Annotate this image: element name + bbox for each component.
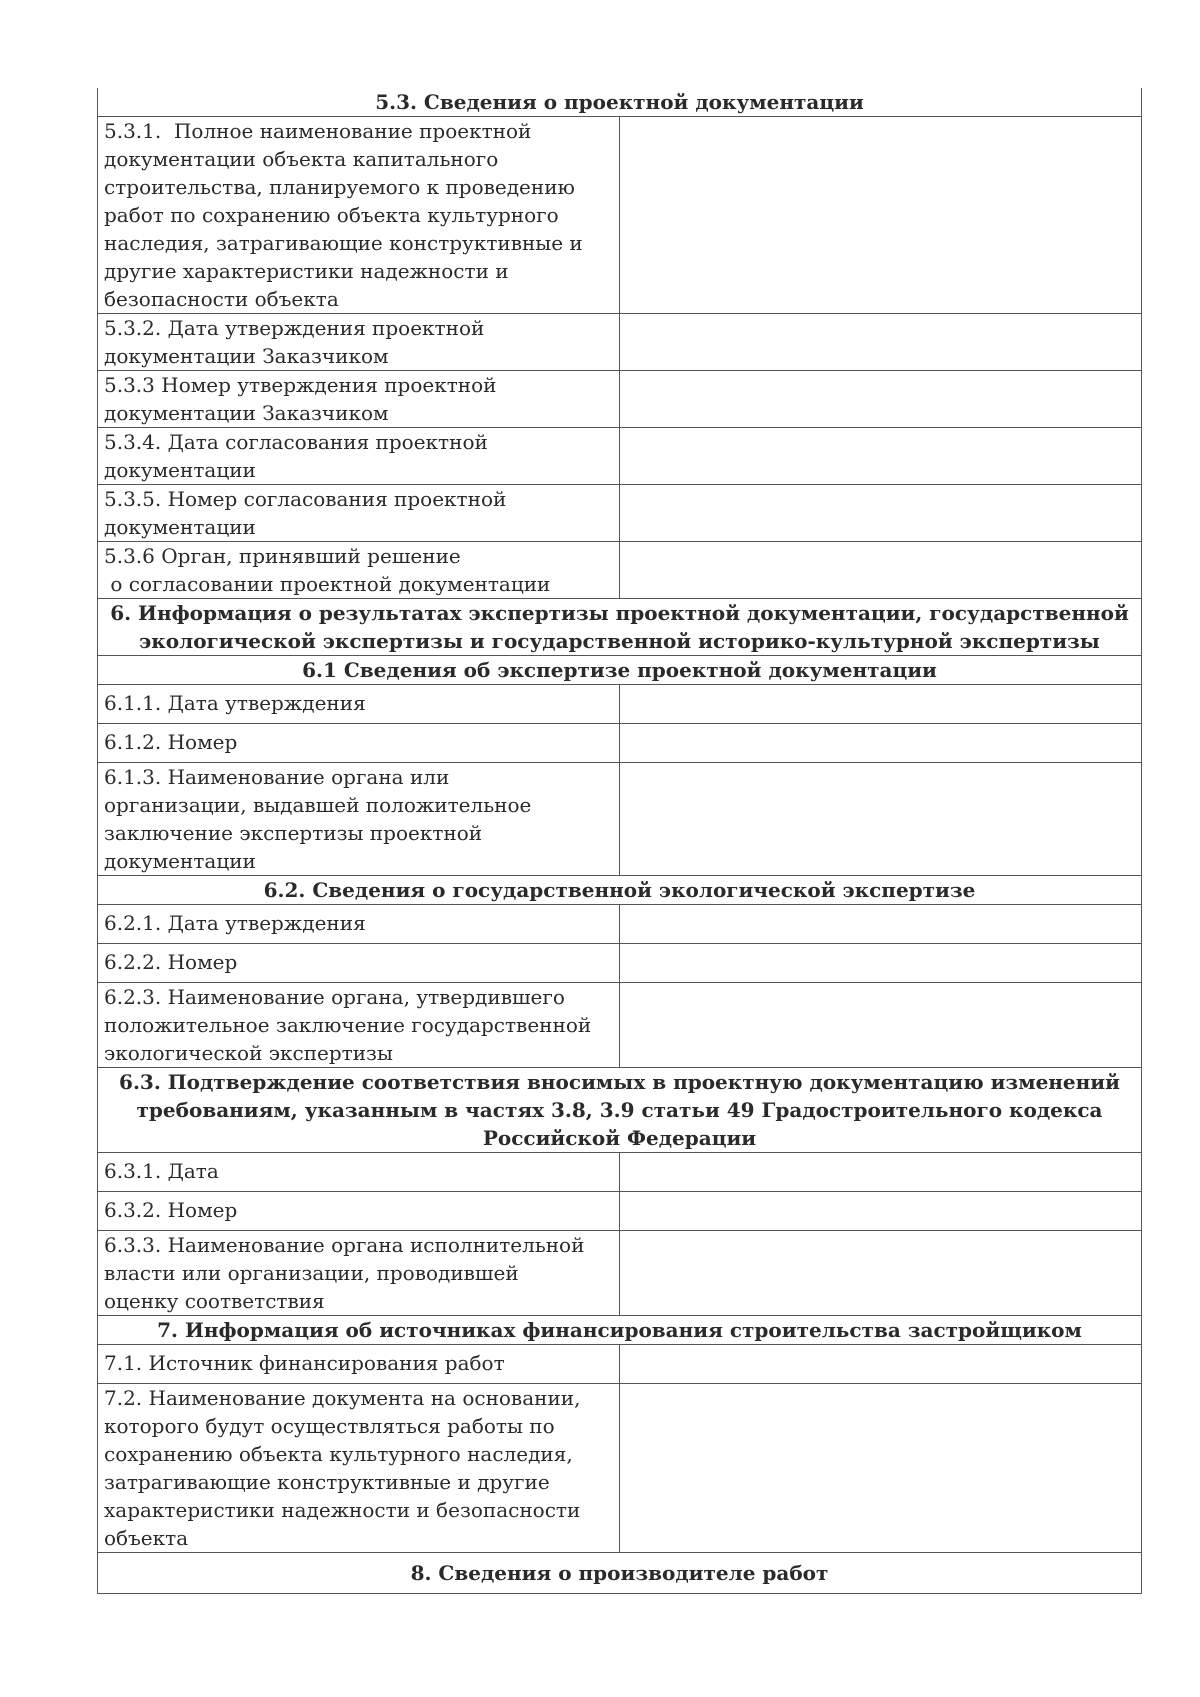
- field-label: [98, 1153, 620, 1192]
- field-label-line: документации: [104, 458, 256, 482]
- form-row: [98, 763, 1142, 876]
- field-value[interactable]: [620, 1192, 1142, 1231]
- section-header: [98, 1316, 1142, 1345]
- field-label-line: 5.3.5. Номер согласования проектной: [104, 487, 507, 511]
- field-label-line: 5.3.6 Орган, принявший решение: [104, 544, 461, 568]
- field-label-line: 7.1. Источник финансирования работ: [104, 1351, 505, 1375]
- field-value[interactable]: [620, 944, 1142, 983]
- section-header-row: [98, 656, 1142, 685]
- field-label-line: документации объекта капитального: [104, 147, 499, 171]
- section-header: [98, 876, 1142, 905]
- section-header-row: [98, 88, 1142, 117]
- field-label-line: сохранению объекта культурного наследия,: [104, 1442, 573, 1466]
- field-label-line: 5.3.3 Номер утверждения проектной: [104, 373, 497, 397]
- section-header-line: 6. Информация о результатах экспертизы проектной документации, государственной: [110, 601, 1129, 625]
- form-row: [98, 314, 1142, 371]
- field-label: [98, 983, 620, 1068]
- section-header-line: экологической экспертизы и государственной историко-культурной экспертизы: [139, 629, 1100, 653]
- field-value[interactable]: [620, 685, 1142, 724]
- field-label-line: строительства, планируемого к проведению: [104, 175, 575, 199]
- field-label-line: 6.1.2. Номер: [104, 730, 238, 754]
- section-header-row: [98, 1316, 1142, 1345]
- field-label-line: характеристики надежности и безопасности: [104, 1498, 581, 1522]
- field-label-line: 7.2. Наименование документа на основании,: [104, 1386, 581, 1410]
- section-header-line: Российской Федерации: [482, 1126, 757, 1150]
- field-label-line: положительное заключение государственной: [104, 1013, 592, 1037]
- field-label-line: которого будут осуществляться работы по: [104, 1414, 555, 1438]
- form-table: [97, 88, 1142, 1594]
- document-page: [97, 88, 1142, 1594]
- field-label-line: безопасности объекта: [104, 287, 339, 311]
- field-label: [98, 117, 620, 314]
- section-header-row: [98, 876, 1142, 905]
- section-header-row: [98, 1068, 1142, 1153]
- field-label-line: работ по сохранению объекта культурного: [104, 203, 559, 227]
- form-row: [98, 1384, 1142, 1553]
- field-label: [98, 1384, 620, 1553]
- field-label: [98, 428, 620, 485]
- form-row: [98, 685, 1142, 724]
- field-label-line: организации, выдавшей положительное: [104, 793, 532, 817]
- field-value[interactable]: [620, 1345, 1142, 1384]
- section-header-line: 6.1 Сведения об экспертизе проектной документации: [302, 658, 937, 682]
- section-header-line: 7. Информация об источниках финансирования строительства застройщиком: [157, 1318, 1082, 1342]
- field-label-line: документации: [104, 515, 256, 539]
- field-label-line: документации Заказчиком: [104, 344, 389, 368]
- field-label: [98, 905, 620, 944]
- field-label-line: 6.2.1. Дата утверждения: [104, 911, 366, 935]
- form-row: [98, 905, 1142, 944]
- field-label-line: 5.3.4. Дата согласования проектной: [104, 430, 488, 454]
- field-label-line: другие характеристики надежности и: [104, 259, 509, 283]
- form-row: [98, 1231, 1142, 1316]
- field-label-line: затрагивающие конструктивные и другие: [104, 1470, 550, 1494]
- field-label: [98, 724, 620, 763]
- form-row: [98, 371, 1142, 428]
- field-label-line: 6.1.1. Дата утверждения: [104, 691, 366, 715]
- field-value[interactable]: [620, 485, 1142, 542]
- section-header: [98, 1553, 1142, 1594]
- section-header: [98, 88, 1142, 117]
- section-header-line: 8. Сведения о производителе работ: [410, 1561, 829, 1585]
- field-value[interactable]: [620, 428, 1142, 485]
- form-row: [98, 944, 1142, 983]
- field-label: [98, 685, 620, 724]
- field-value[interactable]: [620, 724, 1142, 763]
- field-label: [98, 763, 620, 876]
- field-label-line: 6.1.3. Наименование органа или: [104, 765, 450, 789]
- field-label-line: наследия, затрагивающие конструктивные и: [104, 231, 583, 255]
- form-row: [98, 1192, 1142, 1231]
- form-row: [98, 485, 1142, 542]
- field-value[interactable]: [620, 905, 1142, 944]
- field-label: [98, 944, 620, 983]
- section-header-line: 6.2. Сведения о государственной экологической экспертизе: [263, 878, 976, 902]
- form-row: [98, 724, 1142, 763]
- field-value[interactable]: [620, 983, 1142, 1068]
- section-header: [98, 1068, 1142, 1153]
- field-label-line: документации Заказчиком: [104, 401, 389, 425]
- form-row: [98, 1153, 1142, 1192]
- field-label-line: объекта: [104, 1526, 189, 1550]
- field-label: [98, 485, 620, 542]
- section-header: [98, 656, 1142, 685]
- field-label-line: оценку соответствия: [104, 1289, 325, 1313]
- field-value[interactable]: [620, 314, 1142, 371]
- field-label-line: власти или организации, проводившей: [104, 1261, 519, 1285]
- field-value[interactable]: [620, 371, 1142, 428]
- field-label-line: 6.2.3. Наименование органа, утвердившего: [104, 985, 565, 1009]
- form-row: [98, 428, 1142, 485]
- field-value[interactable]: [620, 117, 1142, 314]
- section-header-row: [98, 599, 1142, 656]
- field-label-line: 6.3.2. Номер: [104, 1198, 238, 1222]
- field-label: [98, 314, 620, 371]
- section-header-line: 6.3. Подтверждение соответствия вносимых в проектную документацию изменений: [119, 1070, 1120, 1094]
- form-row: [98, 542, 1142, 599]
- form-row: [98, 117, 1142, 314]
- field-value[interactable]: [620, 763, 1142, 876]
- form-row: [98, 1345, 1142, 1384]
- field-label-line: заключение экспертизы проектной: [104, 821, 483, 845]
- field-value[interactable]: [620, 542, 1142, 599]
- field-label-line: 6.3.3. Наименование органа исполнительной: [104, 1233, 585, 1257]
- field-value[interactable]: [620, 1153, 1142, 1192]
- field-label-line: о согласовании проектной документации: [104, 572, 551, 596]
- field-label-line: экологической экспертизы: [104, 1041, 393, 1065]
- field-label: [98, 1345, 620, 1384]
- form-row: [98, 983, 1142, 1068]
- field-label-line: 6.2.2. Номер: [104, 950, 238, 974]
- field-label: [98, 542, 620, 599]
- field-label: [98, 1231, 620, 1316]
- field-label-line: 6.3.1. Дата: [104, 1159, 219, 1183]
- field-label-line: 5.3.2. Дата утверждения проектной: [104, 316, 485, 340]
- field-label: [98, 371, 620, 428]
- field-label: [98, 1192, 620, 1231]
- field-label-line: документации: [104, 849, 256, 873]
- field-value[interactable]: [620, 1231, 1142, 1316]
- field-label-line: 5.3.1. Полное наименование проектной: [104, 119, 532, 143]
- section-header: [98, 599, 1142, 656]
- section-header-line: 5.3. Сведения о проектной документации: [375, 90, 864, 114]
- section-header-row: [98, 1553, 1142, 1594]
- field-value[interactable]: [620, 1384, 1142, 1553]
- section-header-line: требованиям, указанным в частях 3.8, 3.9 статьи 49 Градостроительного кодекса: [136, 1098, 1103, 1122]
